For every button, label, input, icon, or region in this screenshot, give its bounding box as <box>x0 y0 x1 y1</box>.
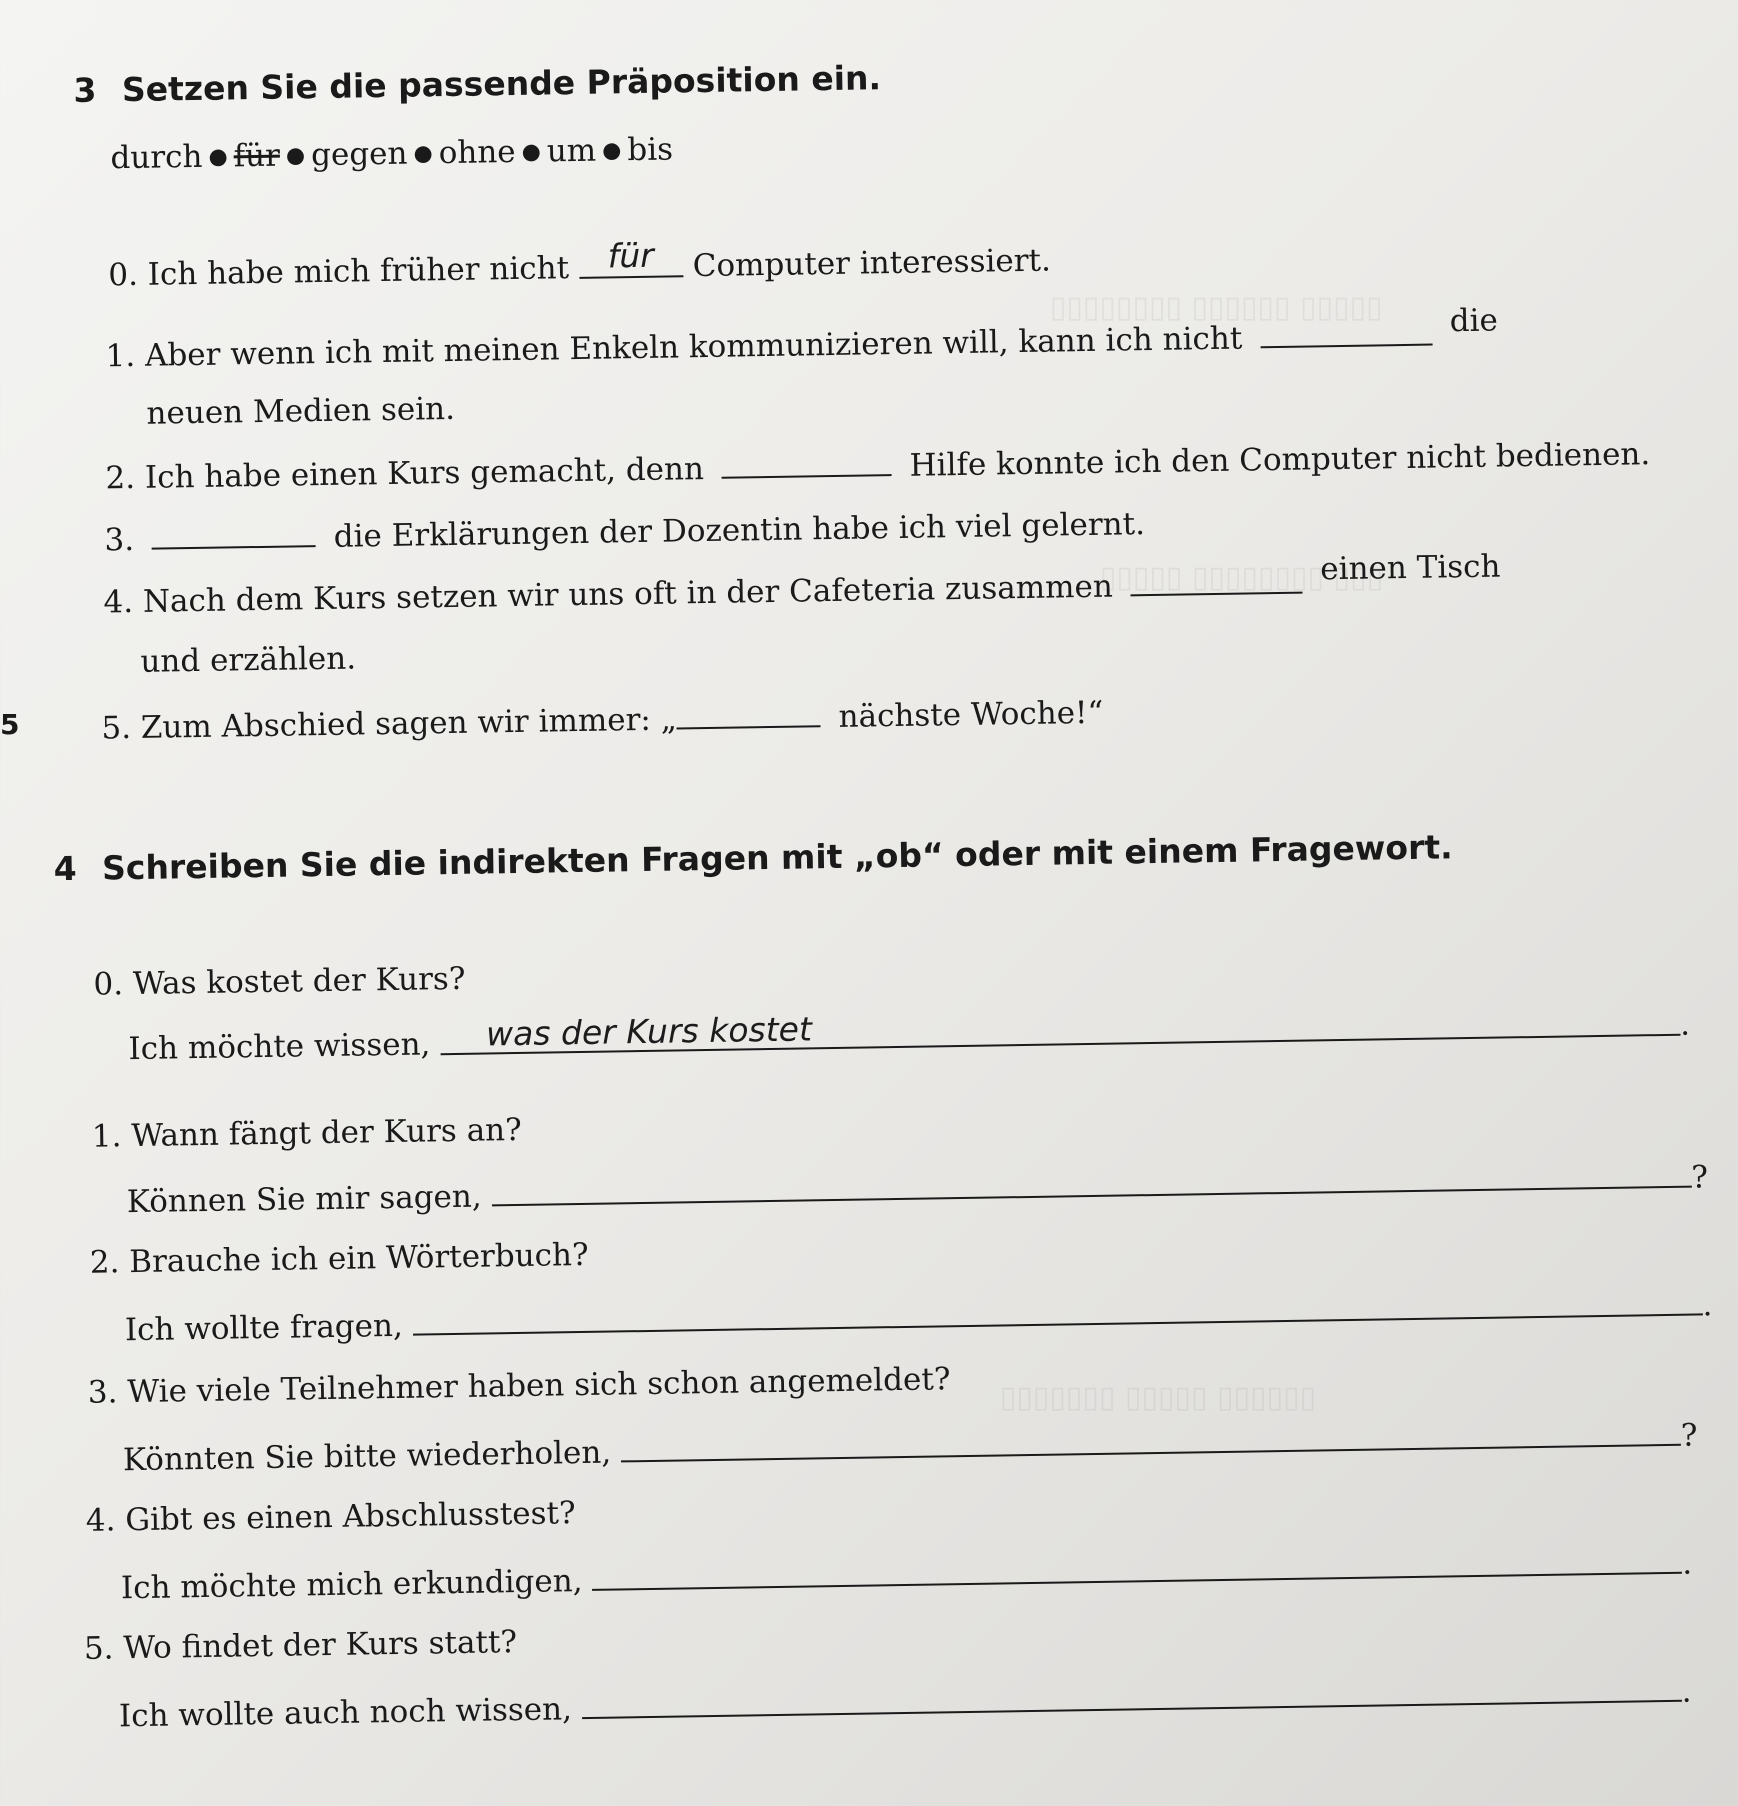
word-bank-item-crossed: für <box>233 137 281 175</box>
exercise-title: Setzen Sie die passende Präposition ein. <box>121 58 882 110</box>
exercise-4-prompt-2 <box>125 1283 1713 1348</box>
item-number: 3. <box>87 1374 118 1411</box>
show-through-text: ▯▯▯ ▯▯▯▯▯▯▯▯ ▯▯▯▯▯ <box>1100 560 1384 595</box>
answer-line[interactable] <box>412 1283 1702 1335</box>
question-text: Was kostet der Kurs? <box>132 960 466 1003</box>
prompt-text: Können Sie mir sagen, <box>126 1178 482 1221</box>
item-text-after: die Erklärungen der Dozentin habe ich viel gelernt. <box>333 506 1146 555</box>
show-through-text: ▯▯▯▯▯ ▯▯▯▯▯▯ ▯▯▯▯▯▯▯▯ <box>1050 290 1383 325</box>
item-number: 5. <box>101 710 132 747</box>
answer-blank[interactable] <box>1130 562 1302 597</box>
item-text-after: die <box>1449 302 1499 340</box>
exercise-3-item-1 <box>105 302 1499 375</box>
item-text-after: nächste Woche!“ <box>838 694 1104 735</box>
item-text-before: Nach dem Kurs setzen wir uns oft in der Cafeteria zusammen <box>142 568 1114 620</box>
exercise-4-prompt-5 <box>119 1670 1692 1735</box>
exercise-4-question-0 <box>93 961 466 1003</box>
item-number: 1. <box>105 337 136 375</box>
item-number: 4. <box>103 583 134 621</box>
end-punctuation: ? <box>1680 1417 1698 1454</box>
exercise-4-question-5 <box>84 1624 518 1667</box>
question-text: Wann fängt der Kurs an? <box>131 1111 523 1155</box>
exercise-4-question-3 <box>88 1361 951 1411</box>
item-text-after: einen Tisch <box>1319 548 1501 588</box>
item-number: 0. <box>108 256 139 294</box>
end-punctuation: . <box>1702 1287 1713 1324</box>
answer-line[interactable] <box>581 1670 1681 1719</box>
word-bank-item: durch <box>110 138 203 177</box>
bullet-icon: ● <box>413 141 433 167</box>
word-bank-item: ohne <box>438 133 516 172</box>
question-text: Wo findet der Kurs statt? <box>123 1624 518 1667</box>
item-number: 1. <box>91 1118 122 1155</box>
exercise-number: 4 <box>53 848 77 889</box>
exercise-3-item-2 <box>105 432 1650 496</box>
item-number: 5. <box>83 1630 114 1667</box>
exercise-4-prompt-4 <box>121 1542 1693 1607</box>
prompt-text: Ich wollte fragen, <box>124 1307 404 1349</box>
handwritten-answer: für <box>607 235 655 276</box>
word-bank-item: gegen <box>310 135 408 174</box>
handwritten-answer: was der Kurs kostet <box>485 1009 813 1054</box>
end-punctuation: . <box>1679 1006 1691 1043</box>
exercise-title: Schreiben Sie die indirekten Fragen mit „ob“ oder mit einem Fragewort. <box>101 827 1453 888</box>
end-punctuation: . <box>1681 1545 1693 1582</box>
item-text-before: Zum Abschied sagen wir immer: „ <box>140 701 678 746</box>
show-through-text: ▯▯▯▯▯▯ ▯▯▯▯▯ ▯▯▯▯▯▯▯ <box>1000 1380 1317 1415</box>
item-continuation: und erzählen. <box>140 640 357 680</box>
margin-number: 5 <box>0 708 20 741</box>
question-text: Brauche ich ein Wörterbuch? <box>128 1236 589 1281</box>
item-number: 4. <box>85 1502 116 1539</box>
exercise-4-question-1 <box>92 1112 522 1155</box>
answer-line[interactable] <box>592 1542 1682 1591</box>
end-punctuation: ? <box>1691 1159 1709 1196</box>
exercise-3-item-0 <box>108 235 1052 294</box>
exercise-4-prompt-1 <box>127 1155 1709 1220</box>
word-bank-item: um <box>546 132 597 170</box>
item-text-before: Ich habe einen Kurs gemacht, denn <box>144 451 705 496</box>
answer-line[interactable] <box>621 1414 1681 1463</box>
item-text-after: Computer interessiert. <box>692 242 1052 285</box>
prompt-text: Ich möchte mich erkundigen, <box>120 1563 583 1607</box>
answer-blank[interactable] <box>676 695 820 729</box>
bullet-icon: ● <box>601 138 622 164</box>
end-punctuation: . <box>1681 1673 1692 1710</box>
exercise-3-item-4 <box>103 548 1501 621</box>
bullet-icon: ● <box>208 144 228 170</box>
item-number: 2. <box>89 1244 120 1281</box>
question-text: Wie viele Teilnehmer haben sich schon angemeldet? <box>127 1361 951 1411</box>
exercise-4-prompt-3 <box>123 1414 1698 1479</box>
word-bank-item: bis <box>627 131 674 169</box>
bullet-icon: ● <box>285 143 306 169</box>
bullet-icon: ● <box>521 139 542 165</box>
exercise-4-question-4 <box>86 1495 576 1539</box>
item-text-after: Hilfe konnte ich den Computer nicht bedienen. <box>909 436 1651 484</box>
exercise-3-item-3 <box>104 502 1145 558</box>
item-number: 3. <box>104 521 135 559</box>
answer-line[interactable] <box>491 1156 1691 1207</box>
prompt-text: Ich wollte auch noch wissen, <box>118 1691 573 1735</box>
answer-blank[interactable] <box>721 444 891 479</box>
prompt-text: Könnten Sie bitte wiederholen, <box>122 1434 612 1479</box>
answer-blank[interactable] <box>1260 314 1432 349</box>
answer-line[interactable] <box>440 1004 1680 1055</box>
item-text-before: Ich habe mich früher nicht <box>147 250 570 293</box>
prompt-text: Ich möchte wissen, <box>128 1026 431 1068</box>
answer-blank[interactable] <box>579 235 683 279</box>
answer-blank[interactable] <box>152 515 316 550</box>
word-bank <box>110 131 673 176</box>
exercise-4-question-2 <box>90 1237 589 1281</box>
item-text-before: Aber wenn ich mit meinen Enkeln kommunizieren will, kann ich nicht <box>144 320 1243 374</box>
question-text: Gibt es einen Abschlusstest? <box>125 1495 576 1539</box>
exercise-3-item-5 <box>101 691 1103 747</box>
item-number: 0. <box>93 966 124 1003</box>
exercise-4-prompt-0 <box>128 1004 1690 1068</box>
item-number: 2. <box>105 459 136 497</box>
exercise-3-heading <box>73 58 881 110</box>
item-continuation: neuen Medien sein. <box>146 390 456 432</box>
exercise-number: 3 <box>73 70 97 110</box>
exercise-4-heading <box>53 827 1453 888</box>
